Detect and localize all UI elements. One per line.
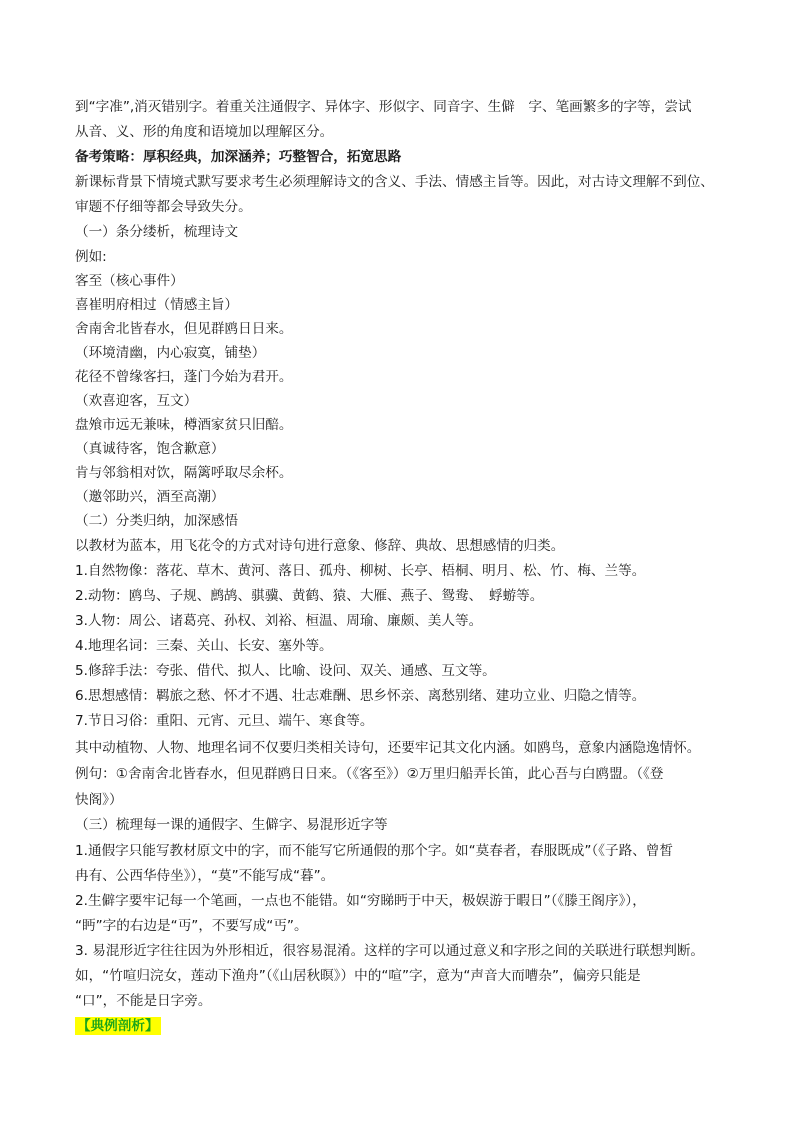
section-heading-row <box>75 1015 745 1037</box>
poem-note: （环境清幽，内心寂寞，铺垫） <box>75 345 266 361</box>
subsection-heading: （三）梳理每一课的通假字、生僻字、易混形近字等 <box>75 817 388 833</box>
list-item: 2.生僻字要牢记每一个笔画，一点也不能错。如“穷睇眄于中天，极娱游于暇日”（《滕王阁序》）， <box>75 893 646 909</box>
list-item: 7.节日习俗：重阳、元宵、元旦、端午、寒食等。 <box>75 713 374 729</box>
poem-note: （邀邻助兴，酒至高潮） <box>75 489 225 505</box>
poem-note: （欢喜迎客，互文） <box>75 393 198 409</box>
poem-line: 盘飧市远无兼味，樽酒家贫只旧醅。 <box>75 417 293 433</box>
list-item-continued: 如，“竹喧归浣女，莲动下渔舟”（《山居秋暝》）中的“喧”字，意为“声音大而嘈杂”，偏旁只能是 <box>75 968 641 984</box>
section-heading: 【典例剖析】 <box>77 1018 159 1034</box>
list-item: 1.自然物像：落花、草木、黄河、落日、孤舟、柳树、长亭、梧桐、明月、松、竹、梅、兰等。 <box>75 563 646 579</box>
list-item: 1.通假字只能写教材原文中的字，而不能写它所通假的那个字。如“莫春者，春服既成”（《子路、曾皙 <box>75 843 673 859</box>
list-item-continued: “口”，不能是日字旁。 <box>75 993 212 1009</box>
text-line: 其中动植物、人物、地理名词不仅要归类相关诗句，还要牢记其文化内涵。如鸥鸟，意象内涵隐逸情怀。 <box>75 740 701 756</box>
text-line: 例如: <box>75 249 107 265</box>
list-item: 6.思想感情：羁旅之愁、怀才不遇、壮志难酬、思乡怀亲、离愁别绪、建功立业、归隐之情等。 <box>75 688 646 704</box>
poem-note: （真诚待客，饱含歉意） <box>75 441 225 457</box>
list-item: 2.动物：鸥鸟、子规、鹧鸪、骐骥、黄鹤、猿、大雁、燕子、鸳鸯、 蜉蝣等。 <box>75 588 544 604</box>
list-item: 5.修辞手法：夸张、借代、拟人、比喻、设问、双关、通感、互文等。 <box>75 663 496 679</box>
list-item-continued: 冉有、公西华侍坐》），“莫”不能写成“暮”。 <box>75 868 335 884</box>
subsection-heading: （二）分类归纳，加深感悟 <box>75 513 239 529</box>
text-line: 到“字准”,消灭错别字。着重关注通假字、异体字、形似字、同音字、生僻 字、笔画繁多的字等，尝试 <box>75 99 692 115</box>
subsection-heading: （一）条分缕析，梳理诗文 <box>75 224 239 240</box>
text-line: 新课标背景下情境式默写要求考生必须理解诗文的含义、手法、情感主旨等。因此，对古诗文理解不到位、 <box>75 174 714 190</box>
list-item-continued: “眄”字的右边是“丏”，不要写成“丐”。 <box>75 918 308 934</box>
text-line: 以教材为蓝本，用飞花令的方式对诗句进行意象、修辞、典故、思想感情的归类。 <box>75 538 565 554</box>
poem-line: 肯与邻翁相对饮，隔篱呼取尽余杯。 <box>75 465 293 481</box>
text-line: 例句：①舍南舍北皆春水，但见群鸥日日来。（《客至》）②万里归船弄长笛，此心吾与白鸥盟。（《登 <box>75 766 664 782</box>
poem-line: 舍南舍北皆春水，但见群鸥日日来。 <box>75 321 293 337</box>
list-item: 3.人物：周公、诸葛亮、孙权、刘裕、桓温、周瑜、廉颇、美人等。 <box>75 613 483 629</box>
poem-line: 花径不曾缘客扫，蓬门今始为君开。 <box>75 369 293 385</box>
poem-line: 喜崔明府相过（情感主旨） <box>75 297 239 313</box>
list-item: 4.地理名词：三秦、关山、长安、塞外等。 <box>75 638 333 654</box>
text-line: 审题不仔细等都会导致失分。 <box>75 199 252 215</box>
list-item: 3. 易混形近字往往因为外形相近，很容易混淆。这样的字可以通过意义和字形之间的关联进行联想判断。 <box>75 943 705 959</box>
poem-line: 客至（核心事件） <box>75 273 184 289</box>
strategy-heading: 备考策略：厚积经典，加深涵养；巧整智合，拓宽思路 <box>75 149 402 165</box>
text-line: 从音、义、形的角度和语境加以理解区分。 <box>75 124 334 140</box>
text-line: 快阁》） <box>75 792 123 808</box>
